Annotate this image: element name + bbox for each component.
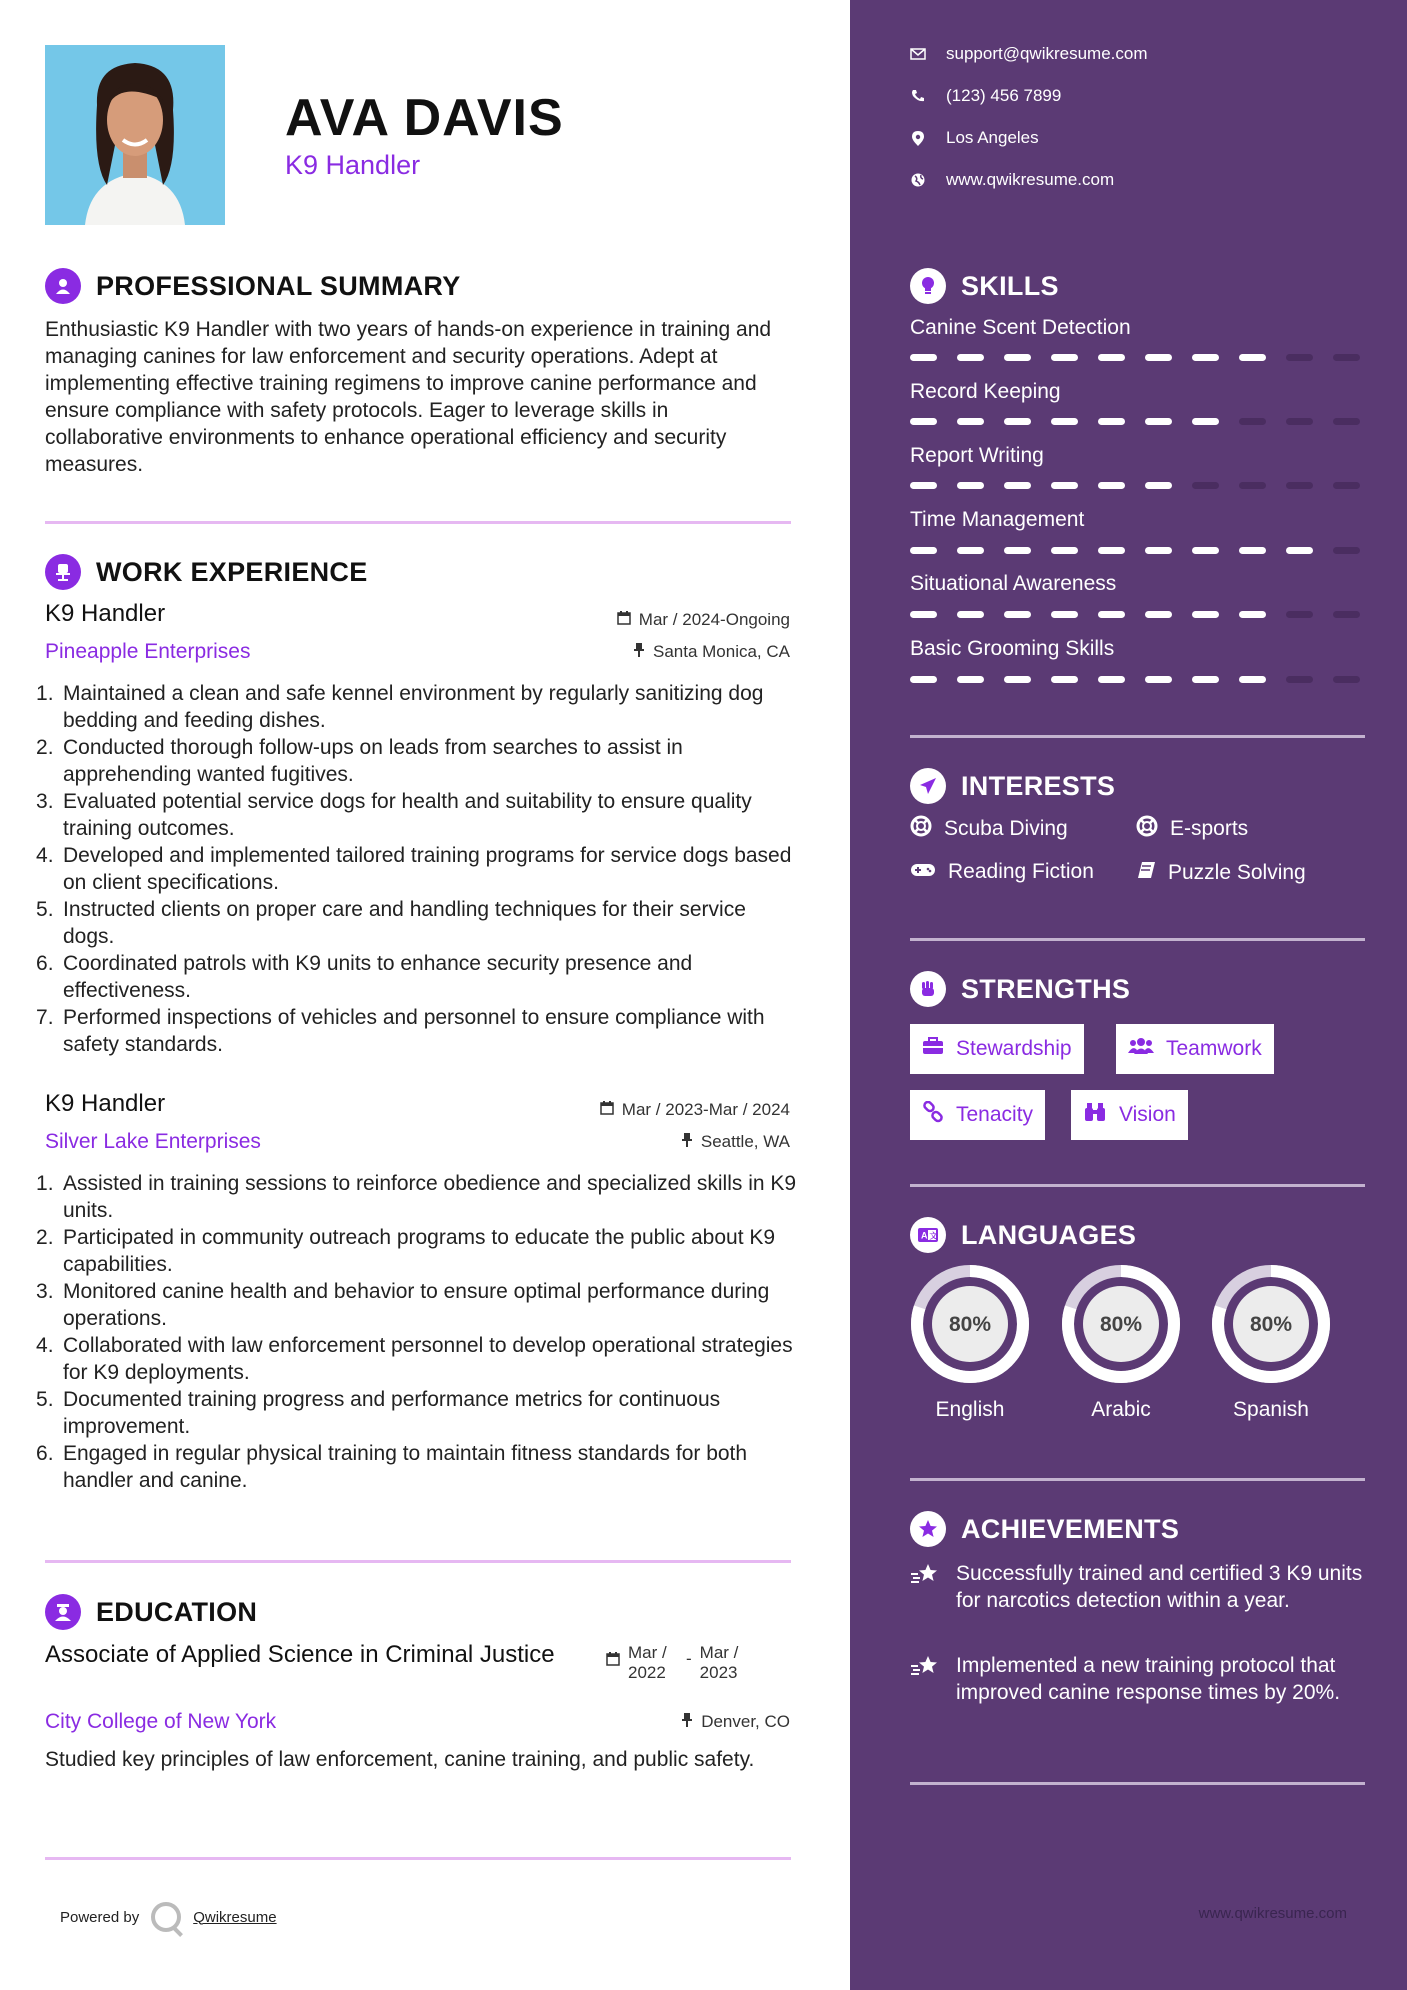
degree-title: Associate of Applied Science in Criminal Justice <box>45 1641 555 1668</box>
skill-rating-segment <box>1239 547 1266 554</box>
qwikresume-logo-icon <box>151 1902 181 1932</box>
language-item <box>910 1264 1030 1422</box>
list-item: Collaborated with law enforcement personnel to develop operational strategies for K9 deployments. <box>63 1334 793 1384</box>
job-location-text: Seattle, WA <box>700 1132 790 1151</box>
language-progress-ring <box>910 1264 1030 1384</box>
interest-label: Scuba Diving <box>944 817 1068 840</box>
skill-rating-segment <box>957 418 984 425</box>
skill-rating-segment <box>1192 611 1219 618</box>
skill-rating-segment <box>957 547 984 554</box>
skill-rating-segment <box>1239 354 1266 361</box>
strength-label: Stewardship <box>956 1037 1072 1060</box>
powered-by <box>60 1902 277 1932</box>
map-marker-icon <box>910 131 926 146</box>
briefcase-icon <box>922 1037 944 1061</box>
list-item: Performed inspections of vehicles and personnel to ensure compliance with safety standards. <box>63 1006 765 1056</box>
skills-section-header <box>910 268 1059 304</box>
job-location <box>681 1132 790 1152</box>
section-divider <box>45 1857 791 1860</box>
achievement-item <box>910 1560 1370 1614</box>
skill-rating-segment <box>910 547 937 554</box>
skill-rating-bar <box>910 354 1360 361</box>
skill-rating-segment <box>1333 547 1360 554</box>
skill-rating-segment <box>1051 676 1078 683</box>
education-date <box>606 1643 750 1683</box>
section-divider <box>45 521 791 524</box>
skill-rating-segment <box>1098 418 1125 425</box>
skill-rating-segment <box>1333 354 1360 361</box>
job-date-text: Mar / 2023-Mar / 2024 <box>621 1100 790 1119</box>
footer-website[interactable]: www.qwikresume.com <box>1198 1905 1347 1922</box>
skill-rating-segment <box>1051 354 1078 361</box>
interest-item <box>1136 815 1248 843</box>
powered-by-label: Powered by <box>60 1908 140 1926</box>
strength-tag <box>910 1090 1045 1140</box>
list-item: Assisted in training sessions to reinforce obedience and specialized skills in K9 units. <box>63 1172 797 1222</box>
skill-rating-segment <box>1286 547 1313 554</box>
skill-rating-segment <box>1239 611 1266 618</box>
calendar-icon <box>617 610 631 630</box>
education-location <box>681 1712 790 1732</box>
paper-plane-icon <box>910 768 946 804</box>
skill-name: Report Writing <box>910 444 1044 467</box>
education-date-start: Mar / 2022 <box>628 1643 667 1682</box>
contact-email[interactable] <box>910 44 1148 64</box>
calendar-icon <box>600 1100 614 1120</box>
list-item: Maintained a clean and safe kennel environment by regularly sanitizing dog bedding and feeding dishes. <box>63 682 764 732</box>
skill-rating-segment <box>1004 418 1031 425</box>
section-divider <box>910 1184 1365 1187</box>
chair-icon <box>45 554 81 590</box>
globe-icon <box>910 173 926 187</box>
skill-rating-bar <box>910 611 1360 618</box>
lightbulb-icon <box>910 268 946 304</box>
list-item: Engaged in regular physical training to maintain fitness standards for both handler and canine. <box>63 1442 748 1492</box>
skill-rating-segment <box>1098 354 1125 361</box>
skill-rating-bar <box>910 482 1360 489</box>
education-date-end: Mar / 2023 <box>699 1643 739 1682</box>
skill-rating-segment <box>1004 354 1031 361</box>
skill-rating-segment <box>1192 676 1219 683</box>
achievement-item <box>910 1652 1370 1706</box>
education-section-header <box>45 1594 257 1630</box>
skill-rating-segment <box>1145 611 1172 618</box>
interest-item <box>910 815 1068 843</box>
graduate-icon <box>45 1594 81 1630</box>
language-percent: 80% <box>1249 1313 1293 1336</box>
skill-rating-segment <box>1192 418 1219 425</box>
achievements-heading: ACHIEVEMENTS <box>961 1513 1180 1544</box>
skill-rating-segment <box>1051 482 1078 489</box>
skill-rating-segment <box>1286 676 1313 683</box>
skill-name: Time Management <box>910 508 1085 531</box>
skill-rating-segment <box>1004 482 1031 489</box>
skill-rating-segment <box>1004 676 1031 683</box>
education-heading: EDUCATION <box>96 1596 258 1627</box>
job-title: K9 Handler <box>45 600 166 627</box>
interests-heading: INTERESTS <box>961 770 1116 801</box>
qwikresume-link[interactable]: Qwikresume <box>193 1908 277 1926</box>
svg-text:文: 文 <box>929 1231 938 1241</box>
strength-label: Teamwork <box>1166 1037 1262 1060</box>
language-percent: 80% <box>948 1313 992 1336</box>
list-item: Participated in community outreach programs to educate the public about K9 capabilities. <box>63 1226 776 1276</box>
job-bullets <box>63 1170 798 1494</box>
binoculars-icon <box>1083 1102 1107 1128</box>
strengths-section-header <box>910 971 1130 1007</box>
date-separator: - <box>686 1649 692 1668</box>
skill-rating-segment <box>1286 482 1313 489</box>
skill-name: Canine Scent Detection <box>910 316 1131 339</box>
pin-icon <box>681 1712 693 1732</box>
skill-rating-segment <box>1004 611 1031 618</box>
lifebuoy-icon <box>1136 815 1158 843</box>
language-name: Spanish <box>1233 1398 1309 1421</box>
website-text: www.qwikresume.com <box>946 170 1115 189</box>
section-divider <box>910 938 1365 941</box>
candidate-name: AVA DAVIS <box>285 89 564 147</box>
skill-rating-segment <box>1145 354 1172 361</box>
sidebar <box>850 0 1407 1990</box>
fist-icon <box>910 971 946 1007</box>
language-name: English <box>935 1398 1005 1421</box>
skill-rating-segment <box>910 418 937 425</box>
skill-name: Situational Awareness <box>910 572 1117 595</box>
section-divider <box>910 1782 1365 1785</box>
section-divider <box>910 735 1365 738</box>
strengths-heading: STRENGTHS <box>961 973 1131 1004</box>
star-badge-icon <box>910 1511 946 1547</box>
skill-rating-segment <box>1004 547 1031 554</box>
summary-section-header <box>45 268 461 304</box>
job-date <box>617 610 790 630</box>
skill-rating-segment <box>957 482 984 489</box>
achievement-text: Implemented a new training protocol that improved canine response times by 20%. <box>956 1654 1341 1704</box>
skill-rating-segment <box>1098 676 1125 683</box>
skill-rating-segment <box>1239 418 1266 425</box>
interest-label: Reading Fiction <box>948 860 1094 883</box>
language-item <box>1211 1264 1331 1422</box>
skill-rating-segment <box>910 676 937 683</box>
interest-item <box>1136 860 1306 886</box>
skill-rating-segment <box>1333 676 1360 683</box>
language-progress-ring <box>1211 1264 1331 1384</box>
interest-item <box>910 860 1094 884</box>
skill-rating-segment <box>1051 547 1078 554</box>
envelope-icon <box>910 48 926 60</box>
skill-rating-segment <box>1098 547 1125 554</box>
gamepad-icon <box>910 860 936 884</box>
list-item: Evaluated potential service dogs for health and suitability to ensure quality training outcomes. <box>63 790 752 840</box>
location-text: Los Angeles <box>946 128 1039 147</box>
skill-rating-segment <box>910 354 937 361</box>
education-location-text: Denver, CO <box>701 1712 790 1731</box>
section-divider <box>45 1560 791 1563</box>
skill-rating-segment <box>957 676 984 683</box>
skill-rating-segment <box>1192 482 1219 489</box>
skill-rating-segment <box>1239 676 1266 683</box>
list-item: Documented training progress and performance metrics for continuous improvement. <box>63 1388 721 1438</box>
job-date-text: Mar / 2024-Ongoing <box>638 610 790 629</box>
job-location <box>633 642 790 662</box>
skill-name: Record Keeping <box>910 380 1061 403</box>
skill-rating-segment <box>1286 611 1313 618</box>
section-divider <box>910 1478 1365 1481</box>
strength-label: Tenacity <box>956 1103 1034 1126</box>
job-date <box>600 1100 790 1120</box>
contact-phone[interactable] <box>910 86 1061 106</box>
skill-rating-segment <box>1145 547 1172 554</box>
skill-rating-segment <box>1239 482 1266 489</box>
language-progress-ring <box>1061 1264 1181 1384</box>
book-icon <box>1136 860 1156 886</box>
phone-text: (123) 456 7899 <box>946 86 1062 105</box>
list-item: Developed and implemented tailored training programs for service dogs based on client specifications. <box>63 844 792 894</box>
summary-heading: PROFESSIONAL SUMMARY <box>96 270 461 301</box>
skill-rating-segment <box>957 611 984 618</box>
skill-rating-segment <box>1051 611 1078 618</box>
profile-photo <box>45 45 225 225</box>
language-name: Arabic <box>1091 1398 1151 1421</box>
skill-name: Basic Grooming Skills <box>910 637 1115 660</box>
skill-rating-segment <box>957 354 984 361</box>
list-item: Coordinated patrols with K9 units to enhance security presence and effectiveness. <box>63 952 693 1002</box>
summary-text: Enthusiastic K9 Handler with two years of hands-on experience in training and managing canines for law enforcement and security operations. Adept at implementing effective training regimens to improve canine performance and ensure compliance with safety protocols. Eager to leverage skills in collaborative environments to enhance operational efficiency and security measures. <box>45 318 772 476</box>
skill-rating-bar <box>910 547 1360 554</box>
pin-icon <box>681 1132 693 1152</box>
email-text: support@qwikresume.com <box>946 44 1148 63</box>
calendar-icon <box>606 1643 620 1671</box>
skill-rating-segment <box>1286 354 1313 361</box>
skill-rating-segment <box>1192 354 1219 361</box>
skill-rating-segment <box>1098 482 1125 489</box>
interest-label: E-sports <box>1170 817 1249 840</box>
skill-rating-segment <box>1333 482 1360 489</box>
skills-heading: SKILLS <box>961 270 1059 301</box>
school-name: City College of New York <box>45 1710 277 1733</box>
language-percent: 80% <box>1099 1313 1143 1336</box>
strength-tag <box>910 1024 1084 1074</box>
skill-rating-segment <box>910 611 937 618</box>
user-circle-icon <box>45 268 81 304</box>
skill-rating-segment <box>1145 482 1172 489</box>
strength-tag <box>1116 1024 1274 1074</box>
phone-icon <box>910 89 926 103</box>
company-name: Pineapple Enterprises <box>45 640 251 663</box>
strength-label: Vision <box>1119 1103 1176 1126</box>
link-icon <box>922 1101 944 1129</box>
list-item: Monitored canine health and behavior to ensure optimal performance during operations. <box>63 1280 770 1330</box>
skill-rating-bar <box>910 676 1360 683</box>
job-location-text: Santa Monica, CA <box>652 642 790 661</box>
skill-rating-segment <box>910 482 937 489</box>
languages-section-header <box>910 1217 1136 1253</box>
interest-label: Puzzle Solving <box>1168 861 1306 884</box>
skill-rating-segment <box>1051 418 1078 425</box>
pin-icon <box>633 642 645 662</box>
achievement-text: Successfully trained and certified 3 K9 units for narcotics detection within a year. <box>956 1562 1363 1612</box>
candidate-title: K9 Handler <box>285 150 421 180</box>
company-name: Silver Lake Enterprises <box>45 1130 261 1153</box>
lifebuoy-icon <box>910 815 932 843</box>
skill-rating-segment <box>1098 611 1125 618</box>
list-item: Conducted thorough follow-ups on leads from searches to assist in apprehending wanted fugitives. <box>63 736 683 786</box>
users-icon <box>1128 1037 1154 1061</box>
skill-rating-segment <box>1333 418 1360 425</box>
translate-icon <box>910 1217 946 1253</box>
skill-rating-segment <box>1333 611 1360 618</box>
job-title: K9 Handler <box>45 1090 166 1117</box>
experience-heading: WORK EXPERIENCE <box>96 556 368 587</box>
achievements-section-header <box>910 1511 1179 1547</box>
skill-rating-segment <box>1286 418 1313 425</box>
skill-rating-segment <box>1145 676 1172 683</box>
shooting-star-icon <box>910 1560 940 1614</box>
skill-rating-segment <box>1145 418 1172 425</box>
job-bullets <box>63 680 798 1058</box>
shooting-star-icon <box>910 1652 940 1706</box>
language-item <box>1061 1264 1181 1422</box>
strength-tag <box>1071 1090 1188 1140</box>
languages-heading: LANGUAGES <box>961 1219 1137 1250</box>
skill-rating-bar <box>910 418 1360 425</box>
skill-rating-segment <box>1192 547 1219 554</box>
contact-website[interactable] <box>910 170 1114 190</box>
list-item: Instructed clients on proper care and handling techniques for their service dogs. <box>63 898 746 948</box>
experience-section-header <box>45 554 368 590</box>
interests-section-header <box>910 768 1115 804</box>
svg-text:A: A <box>921 1230 928 1241</box>
education-description: Studied key principles of law enforcement, canine training, and public safety. <box>45 1748 755 1771</box>
contact-location <box>910 128 1039 148</box>
